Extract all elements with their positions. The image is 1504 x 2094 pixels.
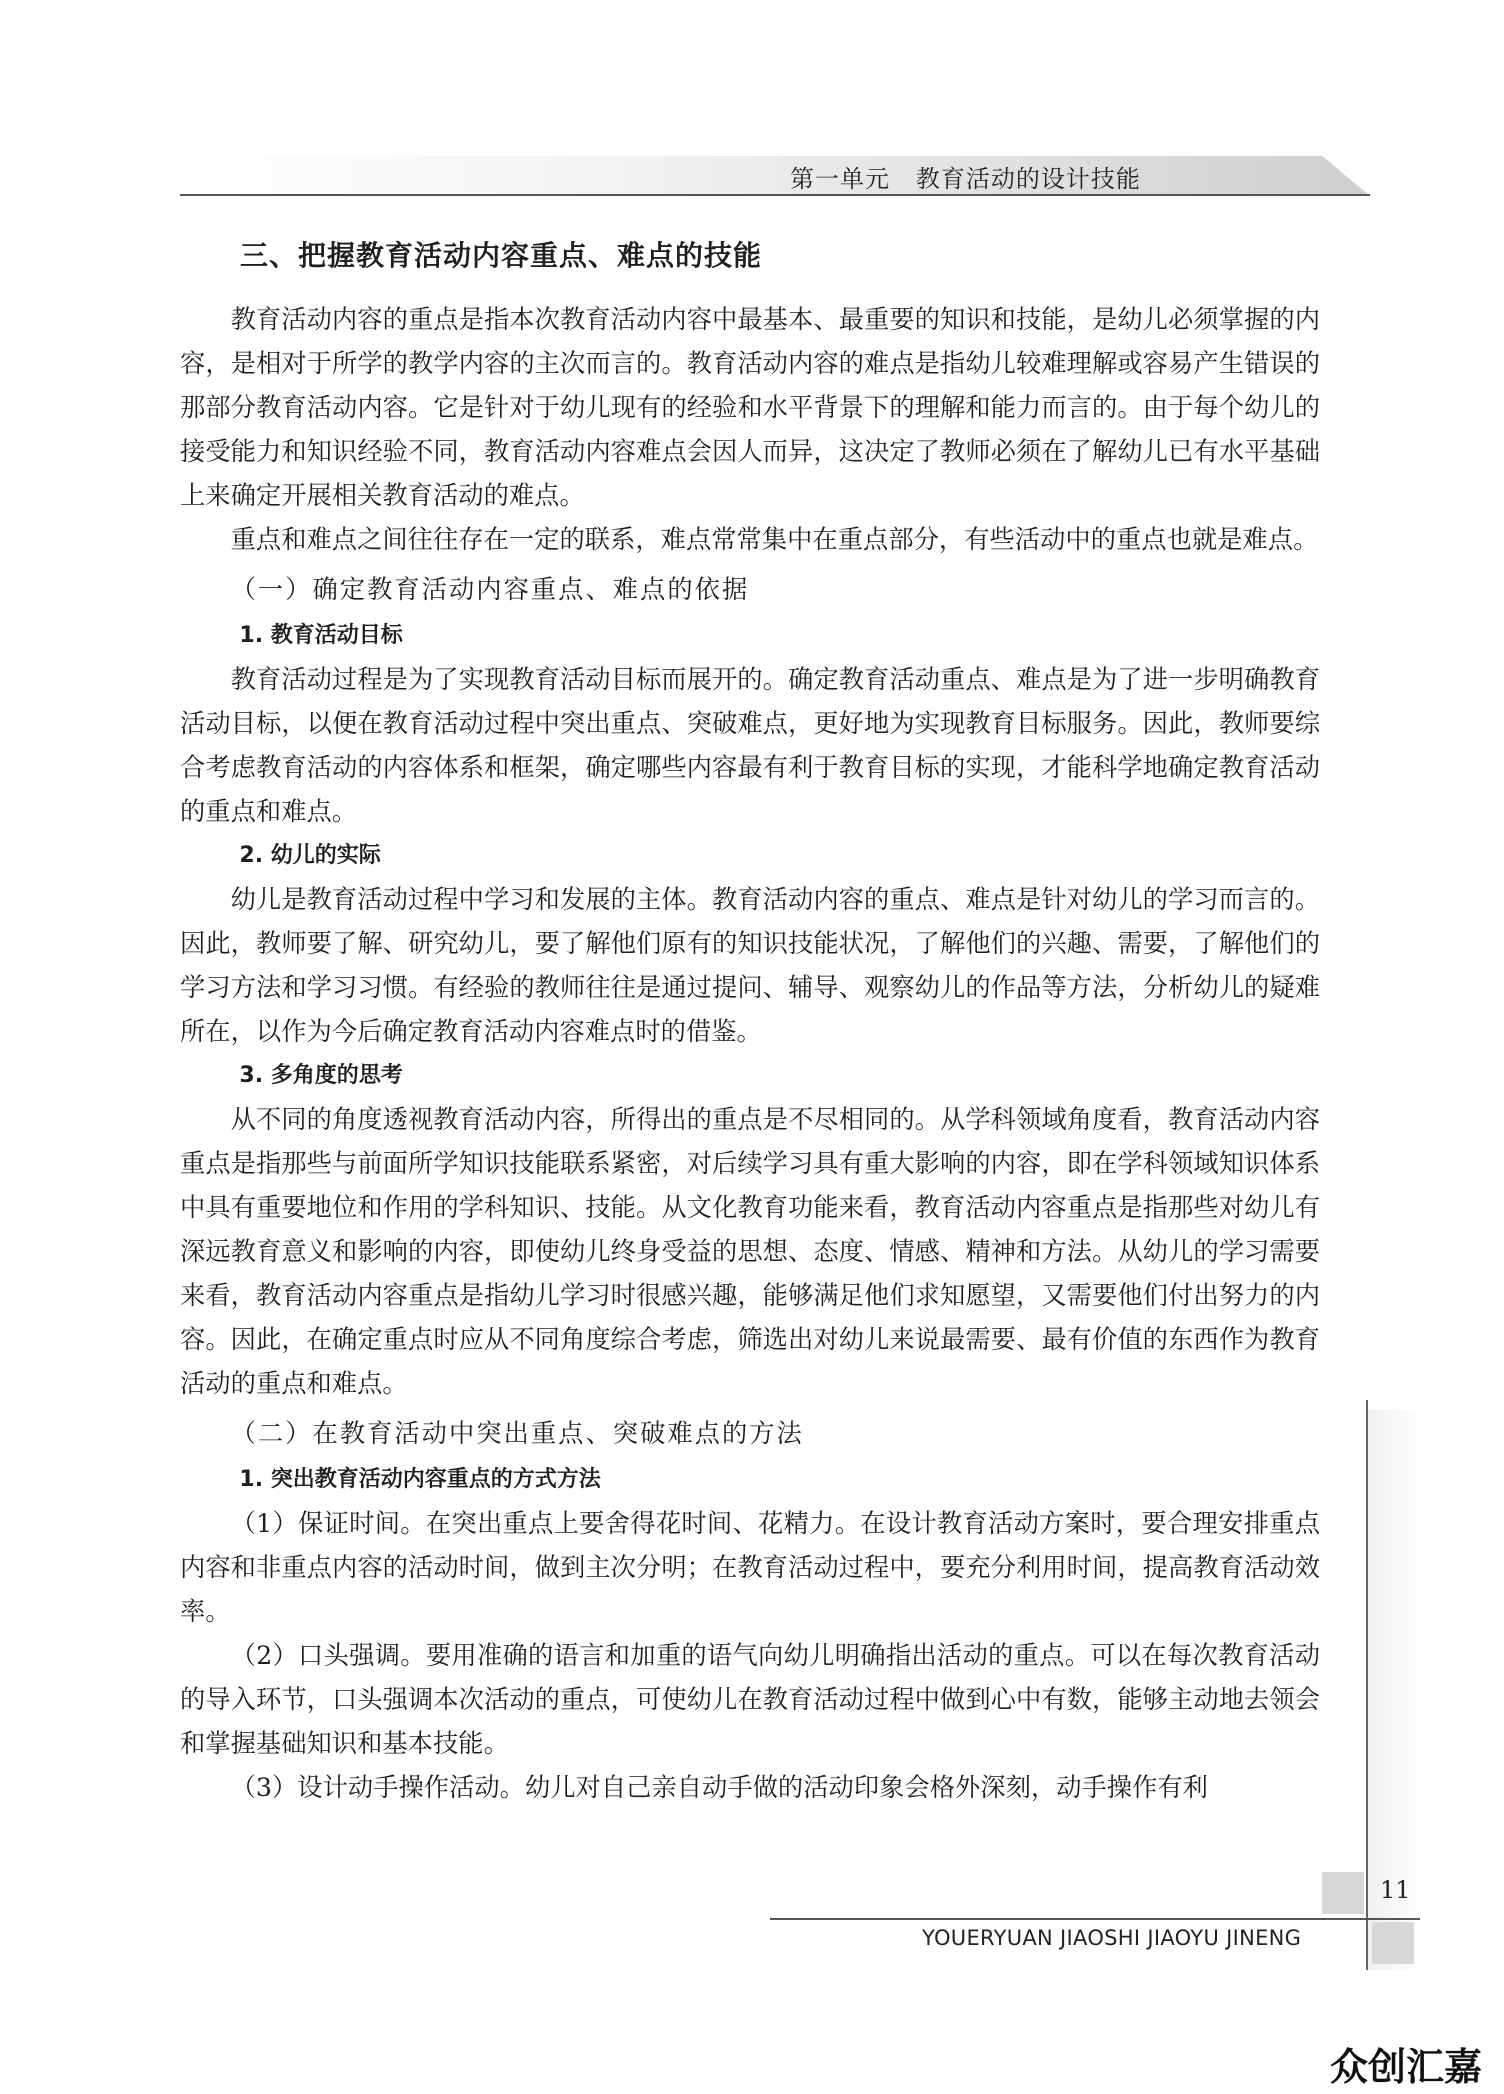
part1-title: （一）确定教育活动内容重点、难点的依据 [230, 575, 750, 604]
intro-paragraph-1: 教育活动内容的重点是指本次教育活动内容中最基本、最重要的知识和技能，是幼儿必须掌握的内容，是相对于所学的教学内容的主次而言的。教育活动内容的难点是指幼儿较难理解或容易产生错误的那部分教育活动内容。它是针对于幼儿现有的经验和水平背景下的理解和能力而言的。由于每个幼儿的接受能力和知识经验不同，教育活动内容难点会因人而异，这决定了教师必须在了解幼儿已有水平基础上来确定开展相关教育活动的难点。 [180, 305, 1320, 510]
section-title: 三、把握教育活动内容重点、难点的技能 [240, 239, 763, 272]
header-unit: 第一单元 [790, 165, 890, 193]
header-rule [180, 194, 1370, 196]
part2-title: （二）在教育活动中突出重点、突破难点的方法 [230, 1419, 804, 1448]
header-band [180, 156, 1370, 196]
footer-title: YOUERYUAN JIAOSHI JIAOYU JINENG [922, 1926, 1302, 1950]
method-paragraph-3: （3）设计动手操作活动。幼儿对自己亲自动手做的活动印象会格外深刻，动手操作有利 [230, 1773, 1208, 1802]
page-number: 11 [1380, 1876, 1411, 1904]
running-header [790, 159, 1141, 194]
watermark-logo: 众创汇嘉 [1330, 2045, 1483, 2089]
part2-heading: 1. 突出教育活动内容重点的方式方法 [239, 1467, 601, 1492]
margin-rule [1366, 1400, 1368, 1970]
item1-heading: 1. 教育活动目标 [239, 623, 403, 648]
page-body [180, 226, 1320, 1810]
item3-text: 从不同的角度透视教育活动内容，所得出的重点是不尽相同的。从学科领域角度看，教育活动内容重点是指那些与前面所学知识技能联系紧密，对后续学习具有重大影响的内容，即在学科领域知识体系中具有重要地位和作用的学科知识、技能。从文化教育功能来看，教育活动内容重点是指那些对幼儿有深远教育意义和影响的内容，即使幼儿终身受益的思想、态度、情感、精神和方法。从幼儿的学习需要来看，教育活动内容重点是指幼儿学习时很感兴趣，能够满足他们求知愿望，又需要他们付出努力的内容。因此，在确定重点时应从不同角度综合考虑，筛选出对幼儿来说最需要、最有价值的东西作为教育活动的重点和难点。 [180, 1105, 1320, 1398]
intro-paragraph-2: 重点和难点之间往往存在一定的联系，难点常常集中在重点部分，有些活动中的重点也就是难点。 [230, 525, 1319, 554]
method-paragraph-2: （2）口头强调。要用准确的语言和加重的语气向幼儿明确指出活动的重点。可以在每次教育活动的导入环节，口头强调本次活动的重点，可使幼儿在教育活动过程中做到心中有数，能够主动地去领会和掌握基础知识和基本技能。 [180, 1641, 1320, 1758]
header-title: 教育活动的设计技能 [915, 165, 1141, 193]
page-number-box [1322, 1872, 1364, 1914]
item2-heading: 2. 幼儿的实际 [239, 843, 381, 868]
method-paragraph-1: （1）保证时间。在突出重点上要舍得花时间、花精力。在设计教育活动方案时，要合理安排重点内容和非重点内容的活动时间，做到主次分明；在教育活动过程中，要充分利用时间，提高教育活动效率。 [180, 1509, 1320, 1626]
footer-rule [770, 1918, 1420, 1920]
item1-text: 教育活动过程是为了实现教育活动目标而展开的。确定教育活动重点、难点是为了进一步明确教育活动目标，以便在教育活动过程中突出重点、突破难点，更好地为实现教育目标服务。因此，教师要综合考虑教育活动的内容体系和框架，确定哪些内容最有利于教育目标的实现，才能科学地确定教育活动的重点和难点。 [180, 665, 1320, 826]
item3-heading: 3. 多角度的思考 [239, 1063, 403, 1088]
item2-text: 幼儿是教育活动过程中学习和发展的主体。教育活动内容的重点、难点是针对幼儿的学习而言的。因此，教师要了解、研究幼儿，要了解他们原有的知识技能状况，了解他们的兴趣、需要，了解他们的学习方法和学习习惯。有经验的教师往往是通过提问、辅导、观察幼儿的作品等方法，分析幼儿的疑难所在，以作为今后确定教育活动内容难点时的借鉴。 [180, 885, 1320, 1046]
footer-box [1372, 1922, 1414, 1964]
